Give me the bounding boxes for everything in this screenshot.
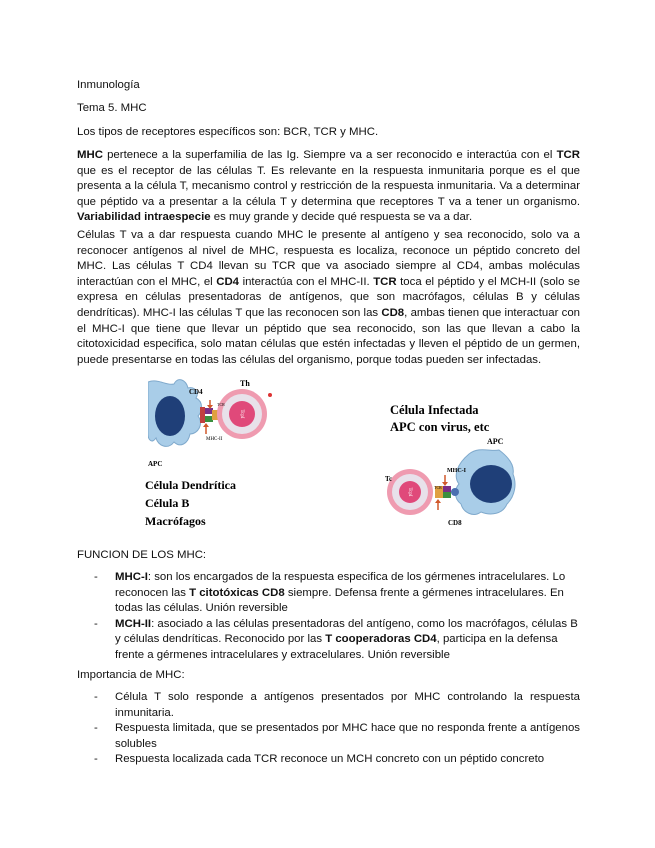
caption-celula-b: Célula B <box>145 496 190 510</box>
list-item: - Respuesta limitada, que se presentados por MHC hace que no responda frente a antígenos solubles <box>94 722 580 750</box>
label-tcr-left: TCR <box>217 402 225 407</box>
importancia-list <box>77 690 580 768</box>
list-dash: - <box>94 691 98 703</box>
label-th: Th <box>240 379 250 388</box>
term-tcr: TCR <box>556 149 580 161</box>
list-item: - Célula T solo responde a antígenos presentados por MHC controlando la respuesta inmunitaria. <box>94 691 580 719</box>
subject-title: Inmunología <box>77 79 140 91</box>
figure-apc-types-caption <box>145 476 265 528</box>
label-tc: Tc <box>385 475 393 483</box>
red-dot <box>268 393 272 397</box>
list-dash: - <box>94 753 98 766</box>
list-dash: - <box>94 571 98 583</box>
mhc-paragraph: MHC pertenece a la superfamilia de las Ig. Siempre va a ser reconocido e interactúa con el TCR que es el receptor de las células T. Es relevante en la respuesta inmunitaria porque es el que presenta a la célula T, mecanismo control y restricción de la respuesta inmunitaria. Va a determinar que péptido va a presentar a la célula T y determina que receptores T va a tener un organismo. Variabilidad intraespecie es muy grande y decide qué respuesta se va a dar. <box>77 149 580 224</box>
label-cd4: CD4 <box>189 388 203 396</box>
caption-dendritica: Célula Dendrítica <box>145 478 236 492</box>
list-item: - MHC-I: son los encargados de la respuesta especifica de los gérmenes intracelulares. Lo reconocen las T citotóxicas CD8 siempre. Defensa frente a gérmenes intracelulares. En todas las células. Unión reversible <box>94 571 566 615</box>
intro-paragraph: Los tipos de receptores específicos son: BCR, TCR y MHC. <box>77 126 379 138</box>
term-tcr-2: TCR <box>373 275 397 288</box>
term-mhc-i: MHC-I <box>115 571 148 583</box>
term-t-citotoxicas: T citotóxicas CD8 <box>189 586 285 599</box>
label-tcr-right: TCR <box>434 485 442 490</box>
figure-infected-tc-diagram <box>375 398 517 530</box>
infected-apc-nucleus <box>470 465 512 503</box>
figure-apc-th-diagram <box>148 376 273 473</box>
term-mch-ii: MCH-II <box>115 617 152 630</box>
th-cell-label: TcpI <box>238 409 244 419</box>
funcion-heading: FUNCION DE LOS MHC: <box>77 549 207 561</box>
label-cd8: CD8 <box>448 519 462 527</box>
label-apc-left: APC <box>148 460 163 468</box>
tc-cell-label: TcpI <box>406 487 412 497</box>
term-mhc: MHC <box>77 149 103 161</box>
term-t-cooperadoras: T cooperadoras CD4 <box>325 633 437 646</box>
tcell-paragraph: Células T va a dar respuesta cuando MHC le presente al antígeno y sea reconocido, solo va a reconocer antígenos al nivel de MHC, respuesta es localiza, reconoce un péptido concreto del MHC. Las células T CD4 llevan su TCR que va asociado siempre al CD4, ambas moléculas interactúan con el MHC, el CD4 interactúa con el MHC-II. TCR toca el péptido y el MCH-II (solo se expresa en células presentadoras de antígenos, que son macrófagos, células B y células dendríticas). MHC-I las células T que las reconocen son las CD8, ambas tienen que interactuar con el MHC-I que tiene que llevar un péptido que sea reconocido, son las que llevan a cabo la citotoxicidad especifica, solo matan células que estén infectadas y lleven el péptido de un germen, puede presentarse en todas las células del organismo, porque todas pueden ser infectadas. <box>77 229 580 366</box>
importancia-heading: Importancia de MHC: <box>77 669 185 681</box>
list-item: - MCH-II: asociado a las células presentadoras del antígeno, como los macrófagos, células B y células dendríticas. Reconocido por las T cooperadoras CD4, participa en la defensa frente a gérmenes intracelulares y extracelulares. Unión reversible <box>94 617 578 661</box>
list-item: - Respuesta localizada cada TCR reconoce un MCH concreto con un péptido concreto <box>77 752 580 768</box>
term-cd4: CD4 <box>216 275 240 288</box>
list-dash: - <box>94 722 98 735</box>
apc-nucleus <box>155 396 185 436</box>
list-dash: - <box>94 617 98 630</box>
caption-macrofagos: Macrófagos <box>145 514 206 528</box>
term-variabilidad: Variabilidad intraespecie <box>77 211 211 224</box>
title-apc-virus: APC con virus, etc <box>390 420 490 434</box>
funcion-list <box>77 570 580 664</box>
term-cd8: CD8 <box>381 306 405 319</box>
title-celula-infectada: Célula Infectada <box>390 403 479 417</box>
label-apc-right: APC <box>487 437 504 446</box>
topic-title: Tema 5. MHC <box>77 102 147 114</box>
label-mhc2: MHC-II <box>206 437 223 442</box>
label-mhc1: MHC-I <box>447 468 466 474</box>
